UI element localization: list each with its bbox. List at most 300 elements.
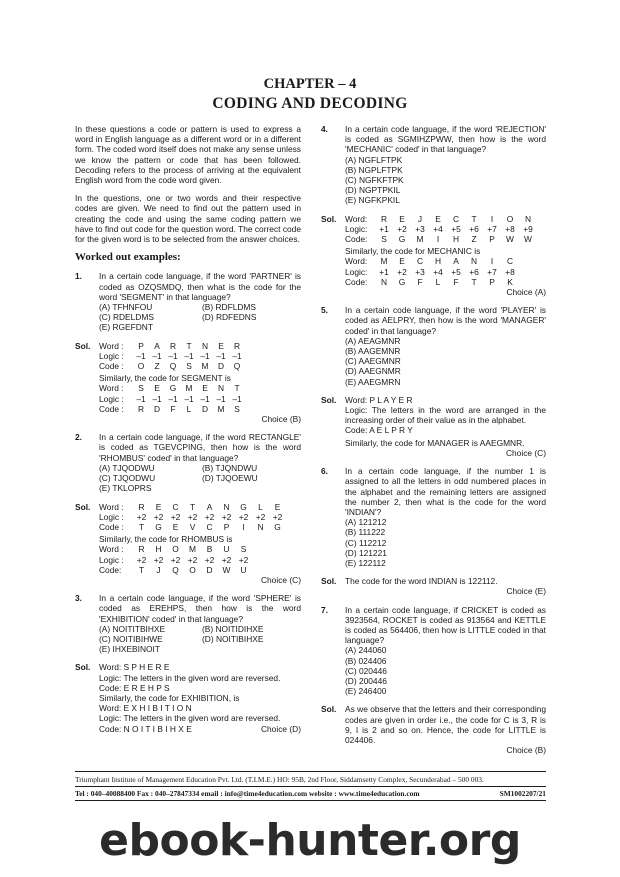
code-line: Code: E R E H P S <box>99 682 170 693</box>
option-b: (B) RDFLDMS <box>202 302 256 313</box>
answer-choice: Choice (D) <box>260 723 301 734</box>
solution-label: Sol. <box>321 394 337 405</box>
question-text: In a certain code language, if CRICKET is coded as 3923564, ROCKET is coded as 913564 and KETTLE is coded as 564406, then how is LITTLE coded in that language? <box>345 604 546 646</box>
code-line: Code: A E L P R Y <box>345 425 413 436</box>
cell: +6 <box>469 223 479 234</box>
cell: S <box>186 361 192 372</box>
intro-paragraph-2: In the questions, one or two words and their respective codes are given. We need to find out the pattern used in creating the code and using the same coding pattern we have to find out code for the question word. The correct code for the given word is to be selected from the answer choices. <box>75 193 301 245</box>
left-column <box>75 124 301 734</box>
options-list <box>345 336 546 387</box>
cell: –1 <box>200 350 210 361</box>
option-e: (E) AAEGMRN <box>345 376 401 387</box>
cells <box>133 394 245 404</box>
cell: E <box>218 340 224 351</box>
similarly-text: Similarly, the code for SEGMENT is <box>99 373 231 384</box>
cell: C <box>506 256 514 267</box>
cell: –1 <box>152 393 162 404</box>
option-c: (C) AAEGMNR <box>345 356 401 367</box>
cell: S <box>240 544 247 555</box>
cell: –1 <box>232 350 242 361</box>
cell: R <box>137 403 145 414</box>
question-number: 2. <box>75 432 82 443</box>
cells <box>133 512 286 522</box>
cell: W <box>524 234 532 245</box>
solution-text: The code for the word INDIAN is 122112. <box>345 576 498 587</box>
option-c: (C) 112212 <box>345 537 387 548</box>
word-row <box>345 256 546 266</box>
cell: +2 <box>204 554 215 565</box>
question-6 <box>321 466 546 568</box>
option-d: (D) NGPTPKIL <box>345 185 401 196</box>
cell: +1 <box>379 266 389 277</box>
cell: E <box>399 256 405 267</box>
cell: L <box>258 501 263 512</box>
word-line: Word: P L A Y E R <box>345 394 413 405</box>
footer-code: SM1002207/21 <box>499 789 546 798</box>
cell: H <box>452 234 460 245</box>
cell: Z <box>471 234 477 245</box>
cell: +2 <box>136 554 147 565</box>
cell: +2 <box>397 223 407 234</box>
option-d: (D) AAEGNMR <box>345 366 401 377</box>
cell: L <box>435 276 441 287</box>
logic-row <box>99 394 301 404</box>
cell: G <box>398 276 406 287</box>
cell: +4 <box>433 266 443 277</box>
cell: M <box>189 544 196 555</box>
cell: +2 <box>221 511 232 522</box>
similarly-text: Similarly, the code for RHOMBUS is <box>99 534 233 545</box>
word-row <box>99 502 301 512</box>
cell: +5 <box>451 223 461 234</box>
cell: Q <box>169 361 177 372</box>
cell: D <box>206 564 213 575</box>
row-label: Code : <box>99 521 124 532</box>
question-text: In a certain code language, if the word 'REJECTION' is coded as SGMIHZPWW, then how is the word 'MECHANIC' coded' in that language? <box>345 124 546 155</box>
cell: +7 <box>487 266 497 277</box>
cell: +3 <box>415 266 425 277</box>
cell: R <box>138 501 145 512</box>
code-row <box>99 404 301 414</box>
cell: W <box>506 234 514 245</box>
cell: N <box>524 213 532 224</box>
cell: –1 <box>216 393 226 404</box>
cell: D <box>153 403 161 414</box>
logic-row <box>99 351 301 361</box>
chapter-title: CHAPTER – 4 <box>263 76 357 92</box>
row-label: Word : <box>99 544 124 555</box>
cell: +2 <box>170 511 181 522</box>
cell: P <box>489 234 495 245</box>
cell: U <box>240 564 247 575</box>
cells <box>133 404 245 414</box>
cell: +2 <box>238 554 249 565</box>
cell: +2 <box>238 511 249 522</box>
cell: +8 <box>505 266 515 277</box>
cell: M <box>185 383 193 394</box>
cell: G <box>169 383 177 394</box>
option-a: (A) NGFLFTPK <box>345 154 403 165</box>
row-label: Logic: <box>345 223 368 234</box>
code-row <box>345 234 546 244</box>
code-row <box>99 522 301 532</box>
solution-3 <box>75 662 301 733</box>
code-row <box>99 565 301 575</box>
cells <box>133 502 286 512</box>
code-row <box>345 277 546 287</box>
cell: D <box>217 361 225 372</box>
similarly-text: Similarly, the code for MECHANIC is <box>345 246 481 257</box>
cell: A <box>453 256 459 267</box>
cell: G <box>274 521 281 532</box>
option-c: (C) TJQODWU <box>99 473 156 484</box>
cell: A <box>154 340 160 351</box>
cell: U <box>223 544 230 555</box>
option-b: (B) 024406 <box>345 655 387 666</box>
cell: C <box>172 501 179 512</box>
cells <box>375 267 519 277</box>
question-text: In a certain code language, if the number 1 is assigned to all the letters in odd numbered places in the alphabet and the remaining letters are assigned the number 2, then what is the code for the word 'INDIAN'? <box>345 466 546 517</box>
cell: G <box>155 521 162 532</box>
option-a: (A) TFHNFOU <box>99 302 153 313</box>
cell: –1 <box>136 393 146 404</box>
cell: A <box>206 501 213 512</box>
option-b: (B) NGPLFTPK <box>345 164 403 175</box>
cell: M <box>201 361 209 372</box>
solution-label: Sol. <box>321 213 337 224</box>
footer-address: Triumphant Institute of Management Education Pvt. Ltd. (T.I.M.E.) HO: 95B, 2nd Floor, Siddamsetty Complex, Secunderabad – 500 003. <box>75 775 484 784</box>
cells <box>375 277 519 287</box>
options-list <box>345 645 546 696</box>
cell: C <box>452 213 460 224</box>
row-label: Code: <box>99 564 122 575</box>
cell: T <box>186 340 192 351</box>
cell: +2 <box>170 554 181 565</box>
cell: +2 <box>153 511 164 522</box>
topic-title: CODING AND DECODING <box>212 95 408 112</box>
cell: H <box>155 544 162 555</box>
cell: T <box>189 501 196 512</box>
cell: N <box>217 383 225 394</box>
similarly-text: Similarly, the code for MANAGER is AAEGMNR. <box>345 437 525 448</box>
options-list <box>99 624 301 655</box>
cells <box>375 234 537 244</box>
answer-choice: Choice (B) <box>506 745 546 756</box>
row-label: Word : <box>99 501 124 512</box>
option-c: (C) NOITIBIHWE <box>99 633 163 644</box>
cell: O <box>172 544 179 555</box>
logic-line: Logic: The letters in the given word are reversed. <box>99 672 281 683</box>
cell: T <box>138 521 145 532</box>
answer-choice: Choice (C) <box>260 574 301 585</box>
cell: G <box>240 501 247 512</box>
cell: +4 <box>433 223 443 234</box>
cell: O <box>137 361 145 372</box>
cell: N <box>380 276 388 287</box>
question-4 <box>321 124 546 206</box>
option-c: (C) 020446 <box>345 665 387 676</box>
cell: –1 <box>152 350 162 361</box>
footer-contact <box>75 789 546 798</box>
cell: –1 <box>184 393 194 404</box>
option-a: (A) 121212 <box>345 517 387 528</box>
options-list <box>99 463 301 494</box>
row-label: Logic : <box>99 350 124 361</box>
cell: +2 <box>153 554 164 565</box>
cell: +3 <box>415 223 425 234</box>
solution-2 <box>75 502 301 586</box>
question-number: 7. <box>321 604 328 615</box>
cell: F <box>170 403 176 414</box>
cell: +2 <box>255 511 266 522</box>
cell: P <box>223 521 230 532</box>
cell: +5 <box>451 266 461 277</box>
cells <box>375 224 537 234</box>
cell: R <box>138 544 145 555</box>
option-a: (A) AEAGMNR <box>345 335 401 346</box>
similarly-text: Similarly, the code for EXHIBITION, is <box>99 692 240 703</box>
cell: O <box>189 564 196 575</box>
cell: N <box>201 340 209 351</box>
cell: –1 <box>200 393 210 404</box>
row-label: Logic: <box>345 266 368 277</box>
cell: F <box>453 276 459 287</box>
cell: +2 <box>221 554 232 565</box>
watermark: ebook-hunter.org <box>99 815 521 866</box>
option-a: (A) TJQODWU <box>99 462 155 473</box>
solution-label: Sol. <box>75 501 91 512</box>
row-label: Logic : <box>99 554 124 565</box>
cell: T <box>138 564 145 575</box>
solution-label: Sol. <box>75 340 91 351</box>
answer-choice: Choice (C) <box>505 447 546 458</box>
option-c: (C) NGFKFTPK <box>345 175 404 186</box>
cell: Z <box>154 361 160 372</box>
cell: J <box>156 564 161 575</box>
cell: E <box>155 501 162 512</box>
cell: R <box>233 340 241 351</box>
cells <box>133 555 252 565</box>
cell: +7 <box>487 223 497 234</box>
cells <box>133 565 252 575</box>
cell: –1 <box>232 393 242 404</box>
cell: M <box>416 234 424 245</box>
cell: K <box>507 276 513 287</box>
option-d: (D) NOITIBIHXE <box>202 633 264 644</box>
cell: P <box>489 276 495 287</box>
footer-contact-info: Tel : 040–40088400 Fax : 040–27847334 email : info@time4education.com website : www.time4education.com <box>75 789 420 798</box>
option-d: (D) RDFEDNS <box>202 312 257 323</box>
intro-paragraph-1: In these questions a code or pattern is used to express a word in English language as a different word or in a different form. The coded word itself does not make any sense unless we know the pattern or code that has been followed. Decoding refers to the process of arriving at the equivalent English word from the code word given. <box>75 124 301 186</box>
cell: N <box>257 521 264 532</box>
options-list <box>345 155 546 206</box>
cell: E <box>399 213 405 224</box>
option-b: (B) 111222 <box>345 527 386 538</box>
cell: Q <box>233 361 241 372</box>
option-b: (B) AAGEMNR <box>345 346 401 357</box>
cell: –1 <box>184 350 194 361</box>
option-d: (D) 121221 <box>345 547 387 558</box>
cell: –1 <box>168 393 178 404</box>
cell: E <box>274 501 281 512</box>
code-line: Code: N O I T I B I H X E <box>99 723 192 734</box>
footer-rule-top <box>75 771 546 772</box>
question-number: 6. <box>321 466 328 477</box>
row-label: Code: <box>345 276 368 287</box>
cell: +2 <box>204 511 215 522</box>
solution-6 <box>321 576 546 596</box>
cell: C <box>206 521 213 532</box>
cell: W <box>222 564 231 575</box>
cell: T <box>471 213 477 224</box>
row-label: Word : <box>99 340 124 351</box>
option-d: (D) 200446 <box>345 675 387 686</box>
solution-label: Sol. <box>321 576 337 587</box>
cell: +6 <box>469 266 479 277</box>
cell: +2 <box>136 511 147 522</box>
option-e: (E) 122112 <box>345 557 386 568</box>
logic-row <box>345 224 546 234</box>
logic-row <box>99 512 301 522</box>
question-text: In a certain code language, if the word 'PLAYER' is coded as AELPRY, then how is the word 'MANAGER' coded' in that language? <box>345 305 546 336</box>
cell: E <box>154 383 160 394</box>
cell: T <box>471 276 477 287</box>
option-d: (D) TJQOEWU <box>202 473 258 484</box>
cell: I <box>436 234 440 245</box>
row-label: Word: <box>345 213 368 224</box>
cell: M <box>217 403 225 414</box>
cell: R <box>380 213 388 224</box>
logic-row <box>345 267 546 277</box>
cell: I <box>490 256 494 267</box>
cells <box>133 361 245 371</box>
solution-label: Sol. <box>75 662 91 673</box>
code-row <box>99 361 301 371</box>
option-e: (E) RGEFDNT <box>99 322 153 333</box>
answer-choice: Choice (A) <box>506 287 546 298</box>
row-label: Word : <box>99 383 124 394</box>
question-text: In a certain code language, if the word 'SPHERE' is coded as EREHPS, then how is the word 'EXHIBITION' coded' in that language? <box>99 593 301 624</box>
question-1 <box>75 271 301 332</box>
cell: P <box>138 340 144 351</box>
cell: S <box>138 383 144 394</box>
cell: +2 <box>272 511 283 522</box>
solution-text: As we observe that the letters and their corresponding codes are given in order i.e., the code for C is 3, R is 9, I is 2 and so on. Hence, the code for LITTLE is 024406. <box>345 704 546 745</box>
row-label: Word: <box>345 256 368 267</box>
cell: –1 <box>136 350 146 361</box>
cell: N <box>223 501 230 512</box>
cell: I <box>242 521 245 532</box>
cells <box>133 351 245 361</box>
options-list <box>99 302 301 333</box>
question-number: 4. <box>321 124 328 134</box>
question-7 <box>321 605 546 697</box>
row-label: Logic : <box>99 511 124 522</box>
option-b: (B) TJQNDWU <box>202 462 258 473</box>
row-label: Code: <box>345 234 368 245</box>
option-e: (E) NGFKPKIL <box>345 195 400 206</box>
word-line: Word: S P H E R E <box>99 662 170 673</box>
word-row <box>99 341 301 351</box>
cell: +2 <box>397 266 407 277</box>
cells <box>375 256 519 266</box>
cell: +8 <box>505 223 515 234</box>
worked-examples-heading: Worked out examples: <box>75 251 181 264</box>
word-row <box>99 383 301 393</box>
cell: D <box>201 403 209 414</box>
cell: +9 <box>523 223 533 234</box>
option-c: (C) RDELDMS <box>99 312 154 323</box>
option-b: (B) NOITIDIHXE <box>202 623 264 634</box>
word-row <box>99 544 301 554</box>
cell: B <box>206 544 213 555</box>
cell: V <box>189 521 196 532</box>
cell: E <box>202 383 208 394</box>
option-e: (E) TKLOPRS <box>99 483 152 494</box>
cells <box>133 522 286 532</box>
cell: S <box>381 234 387 245</box>
cell: T <box>234 383 240 394</box>
row-label: Code : <box>99 403 124 414</box>
option-e: (E) IHXEBINOIT <box>99 644 160 655</box>
question-number: 3. <box>75 593 82 604</box>
logic-row <box>99 555 301 565</box>
question-number: 1. <box>75 271 82 282</box>
cells <box>375 214 537 224</box>
logic-line: Logic: The letters in the given word are reversed. <box>99 713 281 724</box>
question-number: 5. <box>321 305 328 316</box>
cell: –1 <box>168 350 178 361</box>
cell: L <box>186 403 192 414</box>
cell: Q <box>172 564 179 575</box>
option-a: (A) NOITITBIHXE <box>99 623 166 634</box>
cell: E <box>172 521 179 532</box>
cell: R <box>169 340 177 351</box>
word-row <box>345 214 546 224</box>
cell: H <box>434 256 442 267</box>
solution-1 <box>75 341 301 425</box>
question-3 <box>75 593 301 654</box>
cells <box>133 544 252 554</box>
solution-5 <box>321 395 546 458</box>
cell: E <box>435 213 441 224</box>
cell: M <box>380 256 388 267</box>
word-line: Word: E X H I B I T I O N <box>99 703 192 714</box>
cell: F <box>417 276 423 287</box>
solution-4 <box>321 214 546 298</box>
cell: +1 <box>379 223 389 234</box>
question-2 <box>75 432 301 493</box>
cell: I <box>490 213 494 224</box>
cell: +2 <box>187 511 198 522</box>
footer-rule-middle <box>75 786 546 787</box>
answer-choice: Choice (B) <box>261 414 301 425</box>
cell: G <box>398 234 406 245</box>
cells <box>133 383 245 393</box>
cells <box>133 341 245 351</box>
cell: +2 <box>187 554 198 565</box>
footer-rule-bottom <box>75 800 546 801</box>
option-e: (E) 246400 <box>345 686 387 697</box>
cell: S <box>234 403 240 414</box>
question-5 <box>321 305 546 387</box>
options-list <box>345 517 546 568</box>
question-text: In a certain code language, if the word 'PARTNER' is coded as OZQSMDQ, then what is the code for the word 'SEGMENT' in that language? <box>99 271 301 302</box>
cell: J <box>417 213 423 224</box>
cell: –1 <box>216 350 226 361</box>
row-label: Code : <box>99 361 124 372</box>
option-a: (A) 244060 <box>345 645 387 656</box>
